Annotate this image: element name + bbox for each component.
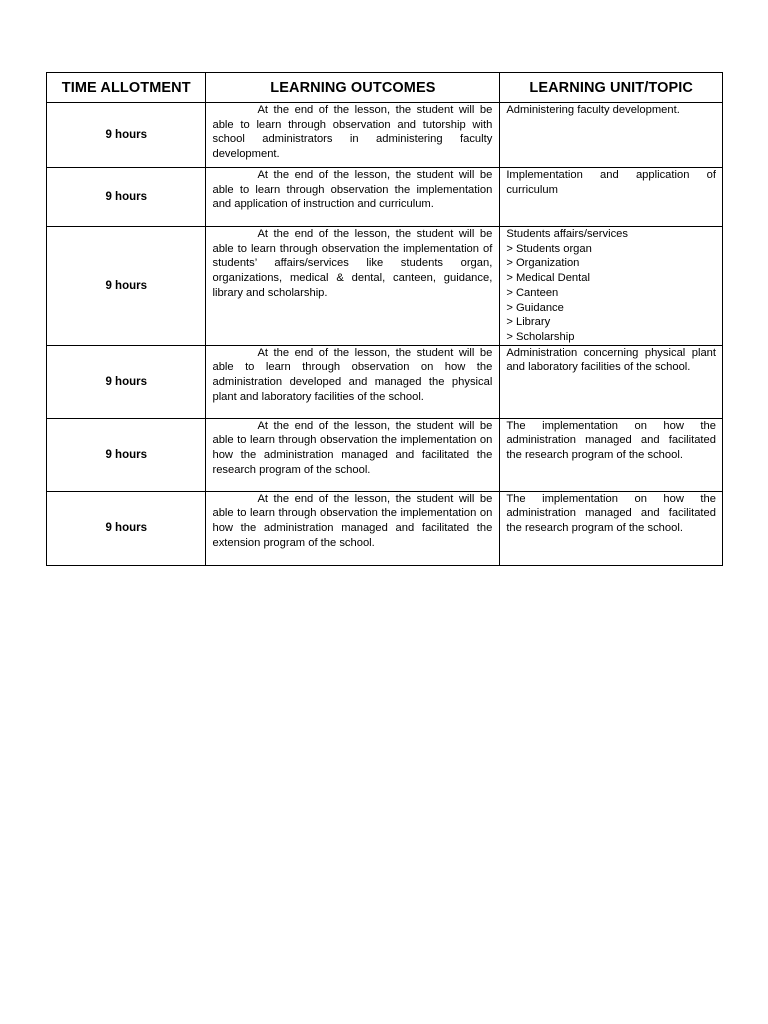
topic-list-item: > Library (506, 316, 551, 329)
time-allotment-cell: 9 hours (47, 103, 206, 168)
table-body (47, 103, 723, 566)
learning-topic-cell (500, 418, 723, 491)
topic-list-item: > Students organ (506, 242, 592, 255)
learning-outcome-text: At the end of the lesson, the student will be able to learn through observation the implementation of students’ affairs/services like students organ, organizations, medical & dental, canteen, guidance, library and scholarship. (212, 228, 493, 299)
header-row (47, 73, 723, 103)
learning-topic-cell (500, 227, 723, 346)
topic-list-item: > Scholarship (506, 330, 575, 343)
learning-outcome-cell (206, 491, 500, 565)
learning-outcome-cell (206, 345, 500, 418)
topic-list-item: > Organization (506, 257, 580, 270)
learning-outcome-text: At the end of the lesson, the student will be able to learn through observation the implementation on how the administration managed and facilitated the research program of the school. (212, 419, 493, 476)
time-allotment-cell: 9 hours (47, 491, 206, 565)
learning-topic-text: The implementation on how the administration managed and facilitated the research program of the school. (506, 492, 716, 535)
learning-outcome-cell (206, 103, 500, 168)
learning-plan-table (46, 72, 723, 566)
time-allotment-cell: 9 hours (47, 418, 206, 491)
learning-topic-text: The implementation on how the administration managed and facilitated the research program of the school. (506, 419, 716, 462)
header-learning-unit-topic: LEARNING UNIT/TOPIC (500, 73, 723, 103)
table-row (47, 227, 723, 346)
learning-outcome-text: At the end of the lesson, the student will be able to learn through observation on how the administration developed and managed the physical plant and laboratory facilities of the school. (212, 346, 493, 403)
time-allotment-cell: 9 hours (47, 227, 206, 346)
learning-topic-cell (500, 103, 723, 168)
header-learning-outcomes: LEARNING OUTCOMES (206, 73, 500, 103)
learning-topic-cell (500, 345, 723, 418)
table-row (47, 491, 723, 565)
time-allotment-cell: 9 hours (47, 168, 206, 227)
topic-heading: Students affairs/services (506, 228, 628, 240)
learning-topic-cell (500, 168, 723, 227)
learning-outcome-text: At the end of the lesson, the student will be able to learn through observation and tutorship with school administrators in administering faculty development. (212, 104, 493, 161)
learning-outcome-cell (206, 227, 500, 346)
learning-outcome-cell (206, 168, 500, 227)
table-header (47, 73, 723, 103)
learning-topic-cell (500, 491, 723, 565)
learning-topic-text: Administering faculty development. (506, 104, 680, 116)
learning-topic-text: Implementation and application of curriculum (506, 169, 716, 196)
table-row (47, 103, 723, 168)
table-row (47, 168, 723, 227)
topic-list-item: > Canteen (506, 286, 559, 299)
learning-outcome-text: At the end of the lesson, the student will be able to learn through observation the implementation and application of instruction and curriculum. (212, 169, 493, 211)
learning-topic-text: Administration concerning physical plant and laboratory facilities of the school. (506, 346, 716, 374)
topic-list-item: > Medical Dental (506, 272, 590, 285)
time-allotment-cell: 9 hours (47, 345, 206, 418)
table-row (47, 418, 723, 491)
learning-outcome-text: At the end of the lesson, the student will be able to learn through observation the implementation on how the administration managed and facilitated the extension program of the school. (212, 492, 493, 549)
table-row (47, 345, 723, 418)
header-time-allotment: TIME ALLOTMENT (47, 73, 206, 103)
learning-outcome-cell (206, 418, 500, 491)
topic-list-item: > Guidance (506, 301, 564, 314)
